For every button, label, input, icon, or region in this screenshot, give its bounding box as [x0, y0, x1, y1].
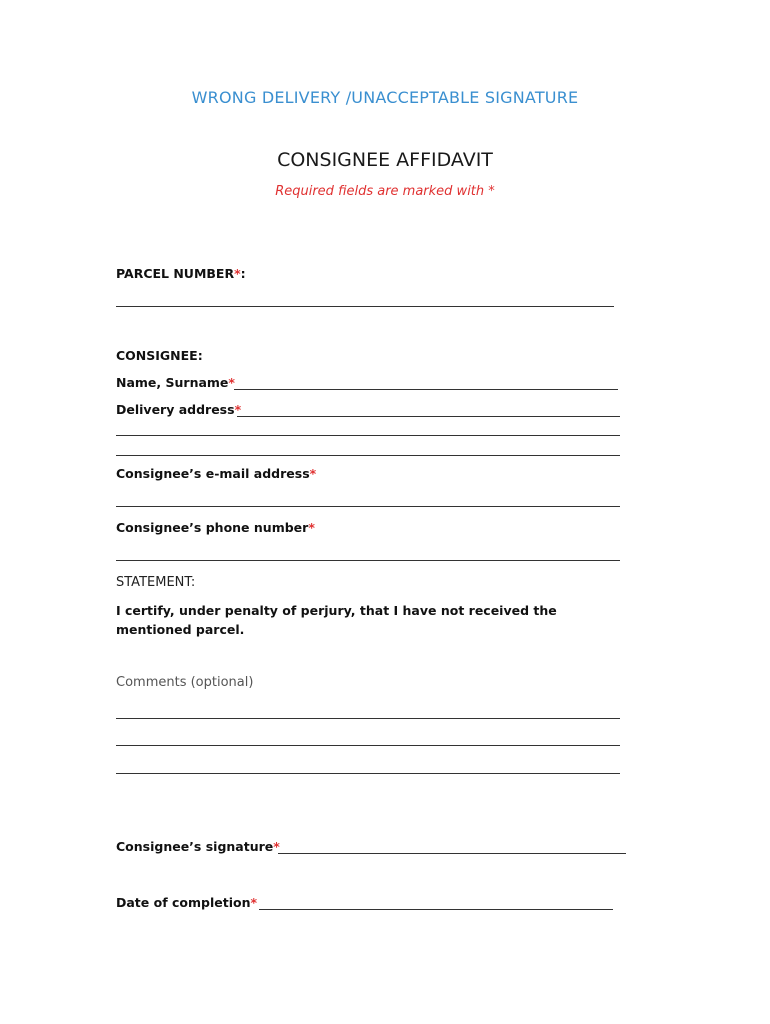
required-asterisk: *: [234, 402, 242, 417]
required-asterisk: *: [308, 520, 315, 535]
name-surname-label-text: Name, Surname: [116, 375, 229, 390]
name-surname-field-line[interactable]: [234, 389, 618, 390]
email-label-text: Consignee’s e-mail address: [116, 466, 310, 481]
statement-heading: STATEMENT:: [116, 575, 196, 590]
statement-text: I certify, under penalty of perjury, that I have not received the mentioned parcel.: [116, 603, 557, 637]
required-asterisk: *: [309, 466, 317, 481]
date-field-line[interactable]: [259, 909, 613, 910]
email-label: [116, 466, 316, 481]
delivery-address-label-text: Delivery address: [116, 402, 235, 417]
comments-label: Comments (optional): [116, 675, 254, 690]
delivery-address-field-line-2[interactable]: [116, 435, 620, 436]
signature-label: [116, 839, 280, 854]
delivery-address-field-line-1[interactable]: [237, 416, 620, 417]
name-surname-label: [116, 375, 235, 390]
comments-field-line-2[interactable]: [116, 745, 620, 746]
email-field-line[interactable]: [116, 506, 620, 507]
consignee-section-heading: CONSIGNEE:: [116, 348, 203, 363]
date-label: [116, 895, 257, 910]
phone-label-text: Consignee’s phone number: [116, 520, 309, 535]
delivery-address-field-line-3[interactable]: [116, 455, 620, 456]
required-asterisk: *: [273, 839, 280, 854]
date-label-text: Date of completion: [116, 895, 251, 910]
required-fields-note: Required fields are marked with *: [275, 184, 495, 199]
parcel-number-label-text: PARCEL NUMBER: [116, 266, 235, 281]
parcel-number-label: [116, 266, 246, 281]
delivery-address-label: [116, 402, 241, 417]
phone-label: [116, 520, 315, 535]
form-header-title: WRONG DELIVERY /UNACCEPTABLE SIGNATURE: [191, 88, 579, 107]
signature-field-line[interactable]: [278, 853, 626, 854]
phone-field-line[interactable]: [116, 560, 620, 561]
comments-field-line-3[interactable]: [116, 773, 620, 774]
required-asterisk: *: [234, 266, 241, 281]
signature-label-text: Consignee’s signature: [116, 839, 274, 854]
required-asterisk: *: [228, 375, 235, 390]
parcel-number-colon: :: [240, 266, 246, 281]
document-title: CONSIGNEE AFFIDAVIT: [277, 149, 493, 171]
comments-field-line-1[interactable]: [116, 718, 620, 719]
parcel-number-field-line[interactable]: [116, 306, 614, 307]
required-asterisk: *: [250, 895, 258, 910]
